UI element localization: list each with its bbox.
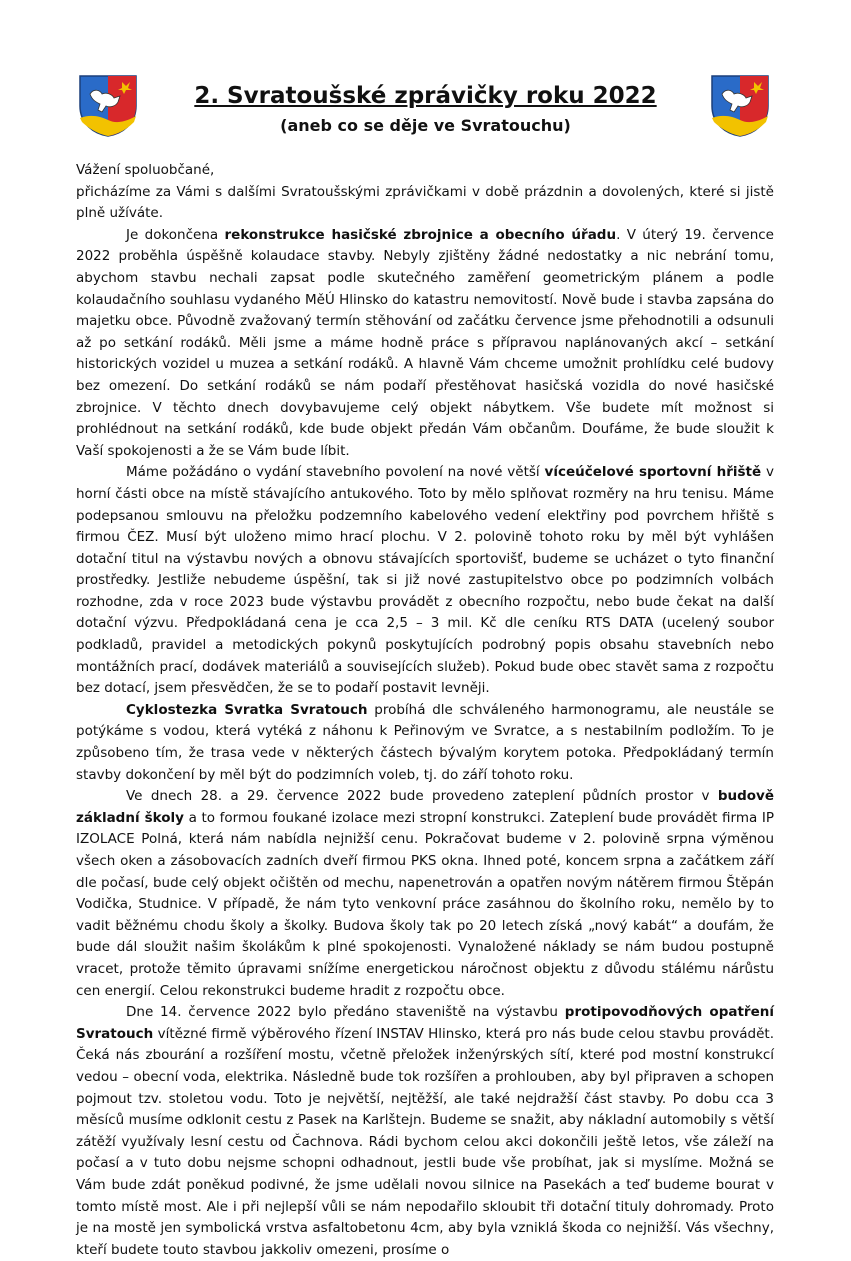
paragraph-text: vítězné firmě výběrového řízení INSTAV Hlinsko, která pro nás bude celou stavbu provádět. Čeká nás zbourání a rozšíření mostu, včetně přeložek inženýrských sítí, které pod mostní konstrukcí vedou – obecní voda, elektrika. Následně bude tok rozšířen a prohlouben, aby byl připraven a schopen pojmout tzv. stoletou vodu. Toto je největší, nejtěžší, ale také nejdražší část stavby. Po dobu cca 3 měsíců musíme odklonit cestu z Pasek na Karlštejn. Budeme se snažit, aby nákladní automobily s větší zátěží využívaly lesní cestu od Čachnova. Rádi bychom celou akci dokončili ještě letos, vše záleží na počasí a v tuto dobu nejsme schopni odhadnout, jestli bude vše probíhat, jak si myslíme. Možná se Vám bude zdát poněkud podivné, že jsme udělali novou silnice na Pasekách a teď budeme bourat v tomto místě most. Ale i při nejlepší vůli se nám nepodařilo skloubit tři dotační tituly dohromady. Proto je na mostě jen symbolická vrstva asfaltobetonu 4cm, aby byla vzniklá škoda co nejnižší. Vás všechny, kteří budete touto stavbou jakkoliv omezeni, prosíme o — [76, 1025, 774, 1258]
paragraph — [76, 462, 774, 700]
highlighted-topic: Cyklostezka Svratka Svratouch — [126, 701, 368, 718]
paragraph — [76, 1002, 774, 1261]
salutation: Vážení spoluobčané, — [76, 162, 215, 178]
newsletter-header — [0, 82, 851, 136]
paragraph-text: přicházíme za Vámi s dalšími Svratoušskými zprávičkami v době prázdnin a dovolených, které si jistě plně užíváte. — [76, 183, 774, 222]
paragraph — [76, 786, 774, 1002]
paragraph-text: a to formou foukané izolace mezi stropní konstrukci. Zateplení bude provádět firma IP IZOLACE Polná, která nám nabídla nejnižší cenu. Pokračovat budeme v 2. polovině srpna výměnou všech oken a zásobovacích zadních dveří firmou PKS okna. Ihned poté, koncem srpna a začátkem září dle počasí, bude celý objekt očištěn od mechu, napenetrován a opatřen novým nátěrem firmou Štěpán Vodička, Studnice. V případě, že nám tyto venkovní práce zasáhnou do školního roku, nemělo by to vadit běžnému chodu školy a školky. Budova školy tak po 20 letech získá „nový kabát“ a doufám, že bude dál sloužit našim školákům k plné spokojenosti. Vynaložené náklady se nám budou postupně vracet, protože těmito úpravami snížíme energetickou náročnost objektu z důvodu stálému nárůstu cen energií. Celou rekonstrukci budeme hradit z rozpočtu obce. — [76, 809, 775, 999]
highlighted-topic: víceúčelové sportovní hřiště — [544, 464, 762, 481]
article-paragraphs — [76, 182, 774, 1261]
page-subtitle: (aneb co se děje ve Svratouchu) — [280, 116, 571, 135]
paragraph-text: Máme požádáno o vydání stavebního povolení na nové větší — [126, 464, 545, 481]
paragraph-text: probíhá dle schváleného harmonogramu, ale neustále se potýkáme s vodou, která vytéká z náhonu k Peřinovým ve Svratce, a s nestabilním podložím. To je způsobeno tím, že trasa vede v některých částech bývalým korytem potoka. Předpokládaný termín stavby dokončení by měl být do podzimních voleb, tj. do září tohoto roku. — [76, 701, 774, 783]
paragraph-text: . V úterý 19. července 2022 proběhla úspěšně kolaudace stavby. Nebyly zjištěny žádné nedostatky a nic nebrání tomu, abychom stavbu nechali zapsat podle skutečného zaměření geometrickým plánem a podle kolaudačního souhlasu vydaného MěÚ Hlinsko do katastru nemovitostí. Nově bude i stavba zapsána do majetku obce. Původně zvažovaný termín stěhování od začátku července jsme přehodnotili a odsunuli až po setkání rodáků. Měli jsme a máme hodně práce s přípravou naplánovaných akcí – setkání historických vozidel u muzea a setkání rodáků. A hlavně Vám chceme umožnit prohlídku celé budovy bez omezení. Do setkání rodáků se nám podaří přestěhovat hasičská vozidla do nové hasičské zbrojnice. V těchto dnech dovybavujeme celý objekt nábytkem. Vše budete mít možnost si prohlédnout na setkání rodáků, kde bude objekt předán Vám občanům. Doufáme, že bude sloužit k Vaší spokojenosti a že se Vám bude líbit. — [76, 226, 774, 459]
highlighted-topic: budově základní školy — [76, 788, 774, 826]
paragraph — [76, 182, 774, 225]
highlighted-topic: rekonstrukce hasičské zbrojnice a obecního úřadu — [224, 226, 617, 243]
paragraph-text: Ve dnech 28. a 29. července 2022 bude provedeno zateplení půdních prostor v — [126, 788, 718, 805]
highlighted-topic: protipovodňových opatření Svratouch — [76, 1004, 774, 1042]
paragraph-text: Dne 14. července 2022 bylo předáno staveniště na výstavbu — [126, 1004, 565, 1021]
page-title: 2. Svratoušské zprávičky roku 2022 — [194, 83, 657, 109]
paragraph — [76, 700, 774, 786]
article-body — [76, 160, 774, 1261]
paragraph-text: Je dokončena — [126, 226, 225, 243]
paragraph — [76, 225, 774, 463]
paragraph-text: v horní části obce na místě stávajícího antukového. Toto by mělo splňovat rozměry na hru tenisu. Máme podepsanou smlouvu na přeložku podzemního kabelového vedení elektřiny pod povrchem hřiště s firmou ČEZ. Musí být uloženo mimo hrací plochu. V 2. polovině tohoto roku by měl být vyhlášen dotační titul na výstavbu nových a obnovu stávajících sportovišť, budeme se ucházet o tyto finanční prostředky. Jestliže nebudeme úspěšní, tak si již nové zastupitelstvo obce po podzimních volbách rozhodne, zda v roce 2023 bude výstavbu provádět z obecního rozpočtu, nebo bude čekat na další dotační výzvu. Předpokládaná cena je cca 2,5 – 3 mil. Kč dle ceníku RTS DATA (ucelený soubor podkladů, pravidel a metodických pokynů poskytujících podrobný popis obsahu stavebních nebo montážních prací, dodávek materiálů a souvisejících služeb). Pokud bude obec stavět sama z rozpočtu bez dotací, jsem přesvědčen, že se to podaří postavit levněji. — [76, 464, 775, 697]
